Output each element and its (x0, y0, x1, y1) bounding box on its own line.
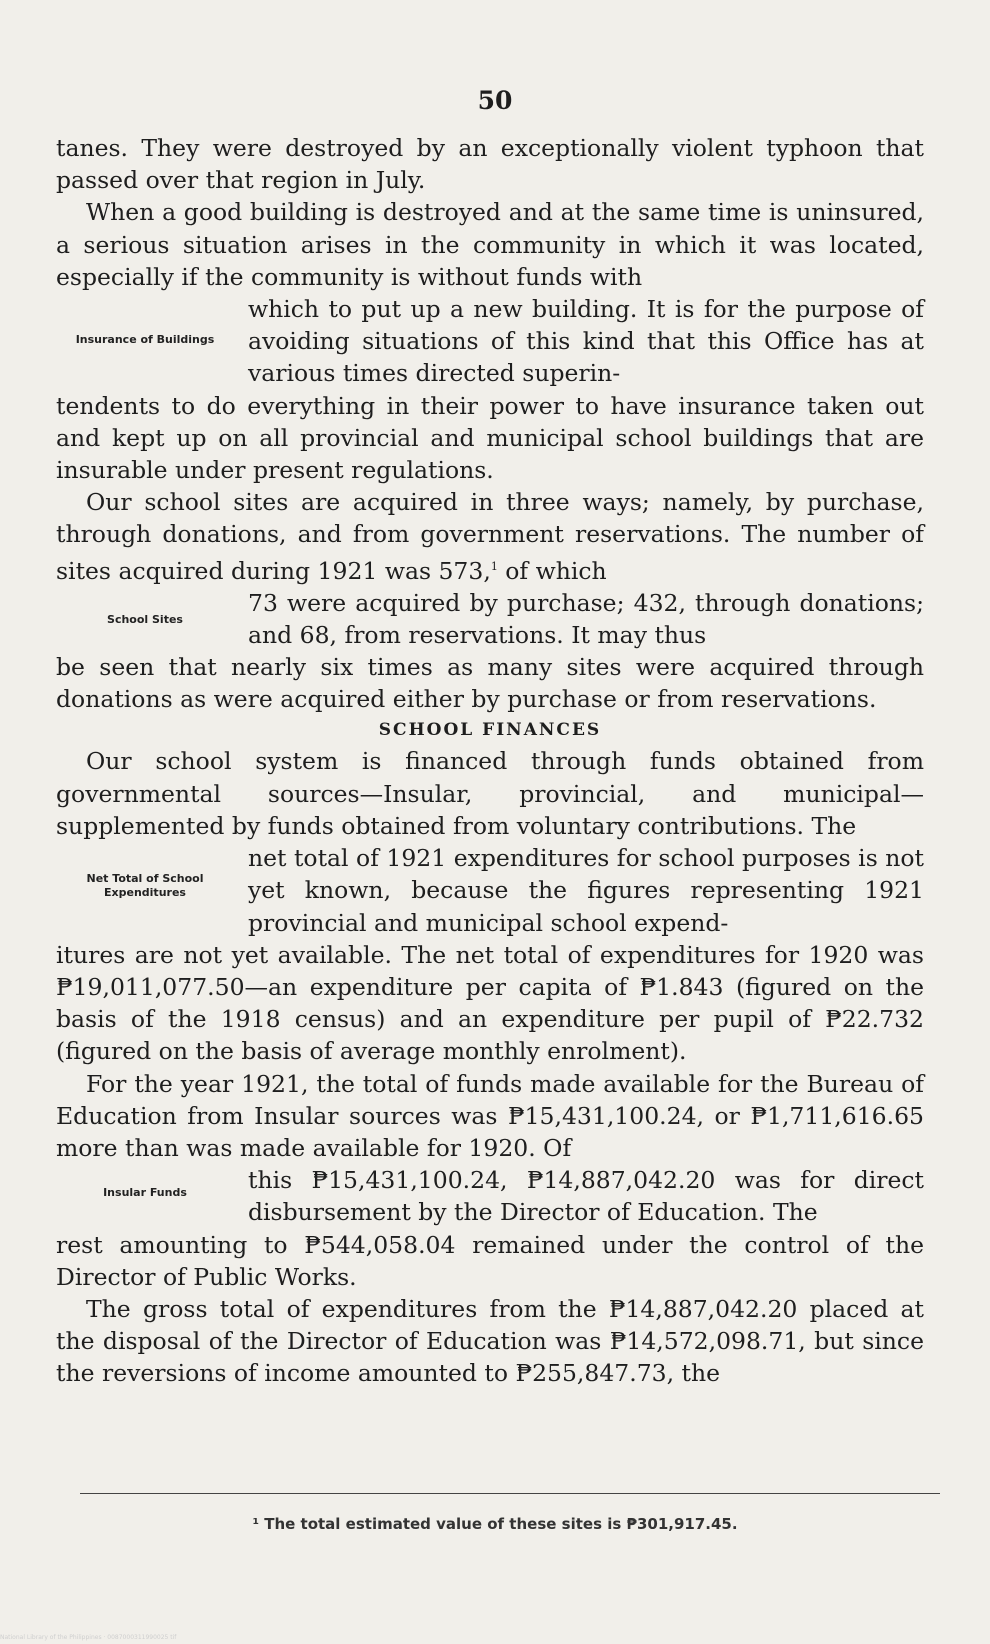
paragraph-insurance-body: which to put up a new building. It is for the purpose of avoiding situations of this kind that this Office has at various times directed superin- (248, 295, 924, 388)
net-total-block (56, 842, 924, 939)
page-number: 50 (477, 86, 513, 115)
insurance-block (56, 293, 924, 390)
school-sites-block (56, 587, 924, 651)
paragraph-school-sites-body: 73 were acquired by purchase; 432, through donations; and 68, from reservations. It may thus (248, 588, 924, 649)
paragraph-insurance-end: tendents to do everything in their power to have insurance taken out and kept up on all provincial and municipal school buildings that are insurable under present regulations. (56, 391, 924, 485)
paragraph-school-sites-intro-text: Our school sites are acquired in three ways; namely, by purchase, through donations, and from government reservations. The number of sites acquired during 1921 was 573, (56, 488, 924, 585)
paragraph-net-total-end: itures are not yet available. The net total of expenditures for 1920 was ₱19,011,077.50—an expenditure per capita of ₱1.843 (figured on the basis of the 1918 census) and an expenditure per pupil of ₱22.732 (figured on the basis of average monthly enrolment). (56, 940, 924, 1066)
paragraph-insurance-intro: When a good building is destroyed and at the same time is uninsured, a serious situation arises in the community in which it was located, especially if the community is without funds with (56, 198, 924, 291)
paragraph-school-sites-intro (56, 486, 924, 586)
insular-funds-block (56, 1164, 924, 1228)
margin-note-insurance: Insurance of Buildings (75, 333, 215, 347)
paragraph-school-sites-intro-tail: of which (497, 556, 607, 585)
body-text (56, 132, 924, 1390)
paragraph-typhoon: tanes. They were destroyed by an exceptionally violent typhoon that passed over that region in July. (56, 134, 924, 195)
margin-note-insular-funds: Insular Funds (103, 1186, 187, 1200)
footnote: ¹ The total estimated value of these sites is ₱301,917.45. (252, 1515, 738, 1533)
paragraph-net-total-body: net total of 1921 expenditures for school purposes is not yet known, because the figures representing 1921 provincial and municipal school expend- (248, 844, 924, 937)
footnote-divider (80, 1493, 940, 1494)
section-heading-school-finances: SCHOOL FINANCES (378, 720, 602, 741)
paragraph-insular-intro: For the year 1921, the total of funds made available for the Bureau of Education from Insular sources was ₱15,431,100.24, or ₱1,711,616.65 more than was made available for 1920. Of (56, 1069, 924, 1162)
paragraph-insular-end: rest amounting to ₱544,058.04 remained under the control of the Director of Public Works. (56, 1230, 924, 1291)
paragraph-gross-total: The gross total of expenditures from the ₱14,887,042.20 placed at the disposal of the Director of Education was ₱14,572,098.71, but since the reversions of income amounted to ₱255,847.73, the (56, 1294, 924, 1388)
footnote-marker: 1 (490, 559, 498, 573)
paragraph-insular-body: this ₱15,431,100.24, ₱14,887,042.20 was for direct disbursement by the Director of Education. The (248, 1166, 924, 1227)
paragraph-school-sites-end: be seen that nearly six times as many sites were acquired through donations as were acquired either by purchase or from reservations. (56, 653, 924, 714)
margin-note-net-total: Net Total of School Expenditures (86, 872, 204, 900)
scan-credit: National Library of the Philippines · 0087000311990025 tif (0, 1634, 177, 1641)
margin-note-school-sites: School Sites (107, 612, 183, 626)
paragraph-finances-intro: Our school system is financed through funds obtained from governmental sources—Insular, provincial, and municipal—supplemented by funds obtained from voluntary contributions. The (56, 747, 924, 840)
